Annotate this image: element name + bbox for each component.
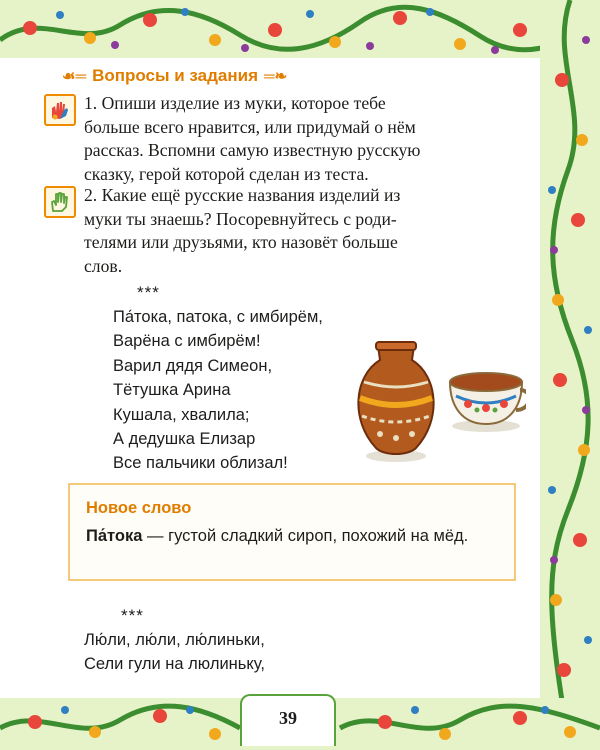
swirl-right-icon: ═❧: [264, 68, 288, 85]
poem-2-stars: ***: [121, 606, 144, 625]
hand-icon: [44, 186, 76, 218]
poem-line: Тётушка Арина: [113, 381, 231, 400]
poem-line: А дедушка Елизар: [113, 430, 256, 449]
floral-ornament: [540, 0, 600, 750]
clay-jug-icon: [358, 342, 433, 462]
question-line: слов.: [84, 255, 123, 276]
question-line: больше всего нравится, или придумай о нём: [84, 116, 416, 137]
new-word-box: [68, 483, 516, 581]
question-2: [84, 184, 524, 278]
question-line: 1. Опиши изделие из муки, которое тебе: [84, 93, 386, 113]
question-line: рассказ. Вспомни самую известную русскую: [84, 140, 421, 160]
new-word-term: Па́тока: [86, 527, 143, 545]
poem-line: Па́тока, патока, с имбирём,: [113, 308, 323, 326]
poem-line: Все пальчики облизал!: [113, 454, 288, 473]
jug-and-cup-illustration: [350, 338, 526, 468]
poem-line: Варёна с имбирём!: [113, 332, 261, 351]
poem-1-stars: ***: [137, 283, 160, 302]
poem-line: Варил дядя Симеон,: [113, 356, 273, 375]
section-heading: [62, 66, 287, 86]
poem-line: Лю́ли, лю́ли, лю́линьки,: [84, 631, 265, 649]
ornamental-border-right: [540, 0, 600, 750]
poem-1: [113, 305, 323, 476]
hands-icon: [44, 94, 76, 126]
poem-line: Сели гули на люлиньку,: [84, 655, 265, 674]
new-word-definition-text: — густой сладкий сироп, похожий на мёд.: [142, 527, 469, 545]
question-line: 2. Какие ещё русские названия изделий из: [84, 185, 401, 205]
poem-line: Кушала, хвалила;: [113, 405, 250, 424]
swirl-left-icon: ☙═: [62, 68, 87, 85]
section-heading-text: Вопросы и задания: [92, 66, 258, 85]
question-1: [84, 92, 524, 186]
question-line: муки ты знаешь? Посоревнуйтесь с роди-: [84, 208, 397, 229]
question-line: сказку, герой которой сделан из теста.: [84, 163, 369, 184]
tea-cup-icon: [450, 373, 526, 432]
floral-ornament: [0, 0, 600, 58]
page-number: 39: [279, 708, 297, 728]
ornamental-border-top: [0, 0, 600, 58]
page-number-tab: [240, 694, 336, 746]
new-word-title: Новое слово: [86, 499, 192, 517]
poem-2: [84, 628, 265, 677]
new-word-definition: [86, 524, 501, 548]
question-line: телями или друзьями, кто назовёт больше: [84, 232, 398, 252]
